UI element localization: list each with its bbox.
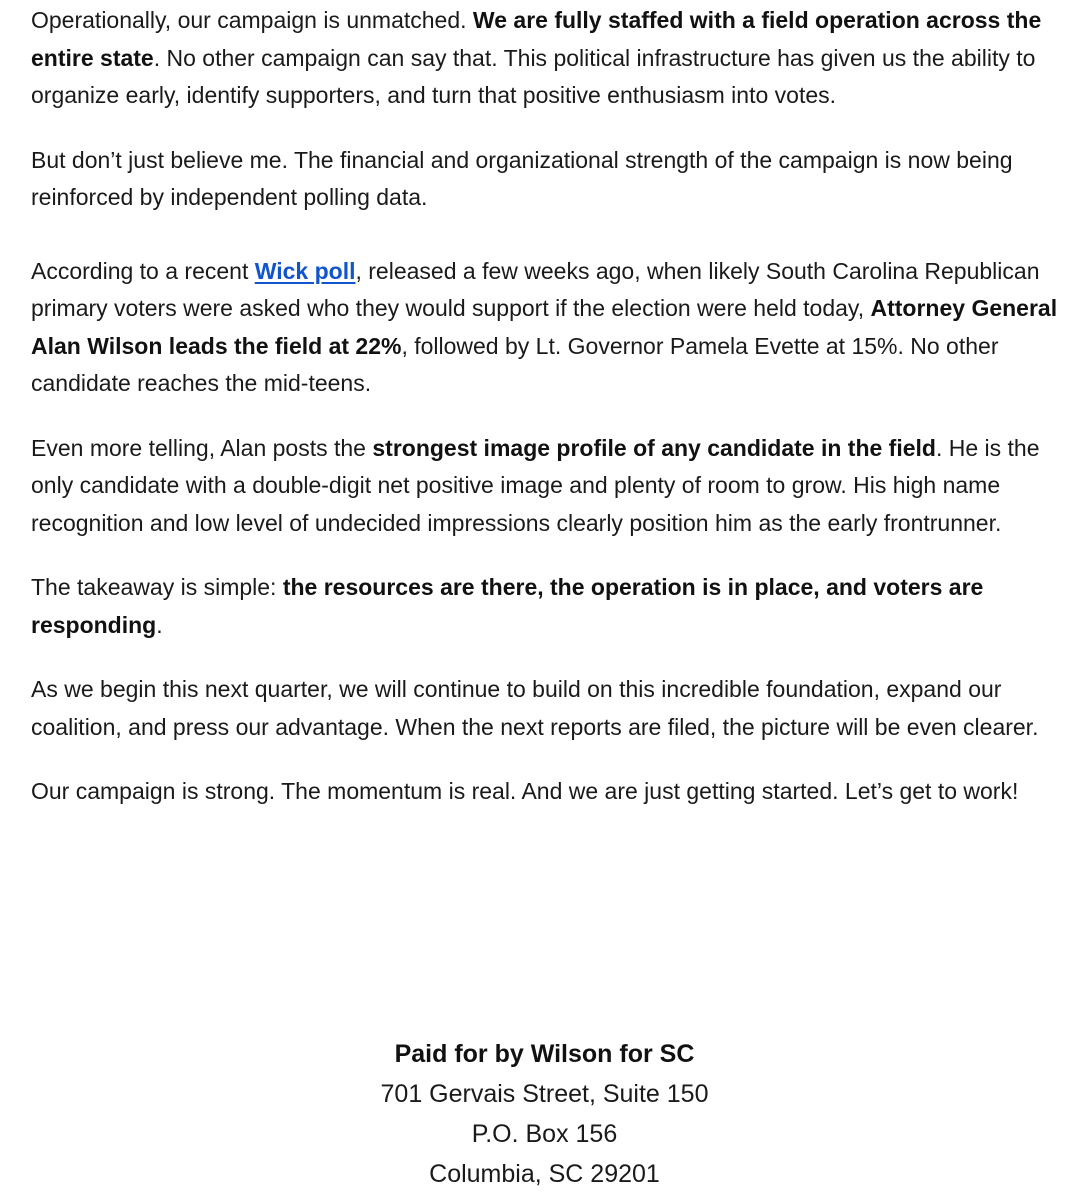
paragraph-text: Operationally, our campaign is unmatched.	[31, 7, 473, 33]
email-body	[31, 2, 1071, 811]
paragraph-field-operation	[31, 2, 1071, 115]
paragraph-bold-text: Attorney General Alan Wilson leads the field at 22%	[31, 295, 1058, 359]
paid-for-line: Paid for by Wilson for SC	[394, 1040, 695, 1068]
address-line: Columbia, SC 29201	[429, 1160, 660, 1188]
paragraph-text: . No other campaign can say that. This political infrastructure has given us the ability to organize early, identify supporters, and turn that positive enthusiasm into votes.	[31, 44, 1036, 108]
paragraph-text: But don’t just believe me. The financial and organizational strength of the campaign is now being reinforced by independent polling data.	[31, 146, 1013, 210]
address-line: P.O. Box 156	[471, 1120, 618, 1148]
paragraph-text: Even more telling, Alan posts the	[31, 434, 373, 461]
paragraph-bold-text: strongest image profile of any candidate in the field	[372, 434, 936, 461]
paragraph-polling-intro	[31, 142, 1071, 217]
paragraph-text: , followed by Lt. Governor Pamela Evette at 15%. No other candidate reaches the mid-teens.	[31, 332, 999, 396]
paragraph-closing	[31, 773, 1071, 811]
paragraph-text: . He is the only candidate with a double-digit net positive image and plenty of room to grow. His high name recognition and low level of undecided impressions clearly position him as the early frontrunner.	[31, 434, 1040, 536]
paragraph-bold-text: We are fully staffed with a field operation across the entire state	[31, 7, 1042, 71]
paragraph-text: Our campaign is strong. The momentum is real. And we are just getting started. Let’s get to work!	[31, 778, 1019, 804]
paragraph-text: According to a recent	[31, 257, 255, 284]
paragraph-bold-text: the resources are there, the operation is in place, and voters are responding	[31, 574, 984, 638]
wick-poll-link[interactable]: Wick poll	[254, 257, 356, 284]
address-line: 701 Gervais Street, Suite 150	[380, 1080, 709, 1108]
paragraph-wick-poll	[31, 253, 1071, 403]
paragraph-image-profile	[31, 430, 1071, 543]
paragraph-takeaway	[31, 569, 1071, 644]
paid-for-disclaimer	[0, 1034, 1089, 1194]
paragraph-text: , released a few weeks ago, when likely South Carolina Republican primary voters were asked who they would support if the election were held today,	[31, 257, 1040, 321]
paragraph-text: .	[156, 611, 163, 638]
paragraph-next-quarter	[31, 671, 1071, 746]
paragraph-text: As we begin this next quarter, we will continue to build on this incredible foundation, expand our coalition, and press our advantage. When the next reports are filed, the picture will be even clearer.	[31, 676, 1039, 740]
paragraph-text: The takeaway is simple:	[31, 574, 283, 600]
